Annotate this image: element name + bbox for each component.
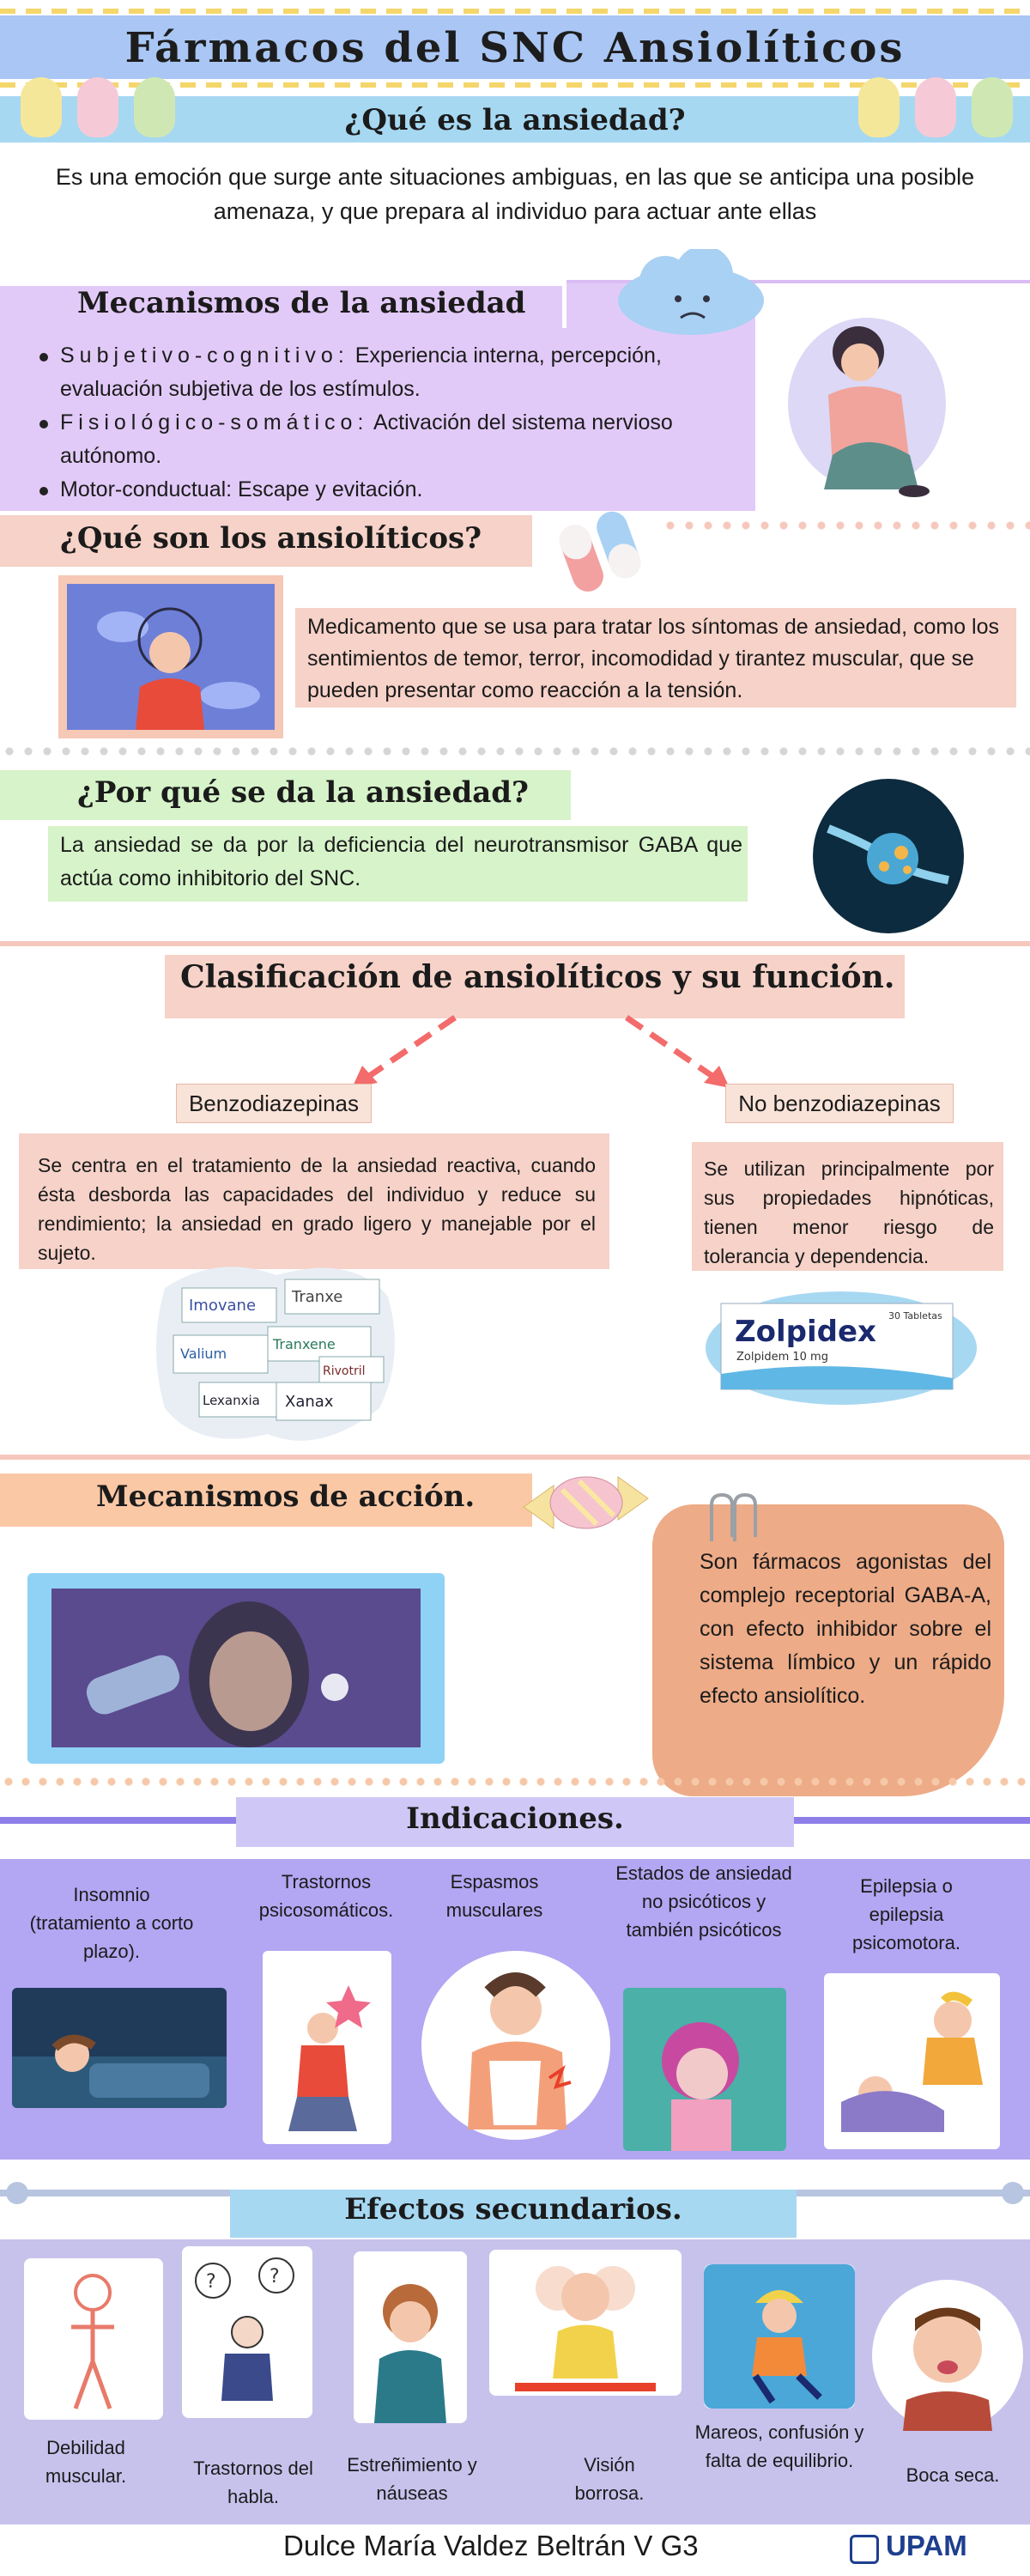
svg-text:?: ? [270, 2266, 280, 2287]
non-benzodiazepines-label: No benzodiazepinas [725, 1084, 954, 1123]
side-effect-label: Estreñimiento y náuseas [347, 2454, 477, 2504]
bunny-pink-icon-right [915, 77, 956, 137]
intro-text: Es una emoción que surge ante situaciones ambiguas, en las que se anticipa una posible amenaza, y que prepara al individuo para actuar ante ellas [55, 164, 975, 224]
tranxe-box-text: Tranxe [292, 1288, 343, 1306]
zolpidex-box-image [704, 1288, 978, 1408]
side-effect-label: Boca seca. [906, 2464, 1000, 2486]
dizziness-confusion-icon [704, 2264, 855, 2409]
candy-icon [515, 1464, 657, 1541]
mechanism-desc: Activación del sistema nervioso autónomo. [60, 410, 673, 468]
indication-label: Insomnio (tratamiento a corto plazo). [29, 1884, 194, 1962]
mechanisms-title: Mecanismos de la ansiedad [77, 286, 526, 320]
speech-disorder-icon [182, 2246, 312, 2418]
benzodiazepines-text: Se centra en el tratamiento de la ansiedad reactiva, cuando ésta desborda las capacidades del individuo y reduce su rendimiento; la ansiedad en grado ligero y manejable por el sujeto. [38, 1154, 596, 1264]
epilepsy-seizure-icon [824, 1973, 1000, 2149]
what-are-title: ¿Qué son los ansiolíticos? [60, 521, 482, 556]
bunny-pink-icon [77, 77, 118, 137]
benzodiazepines-label: Benzodiazepinas [176, 1084, 372, 1123]
page-title: Fármacos del SNC Ansiolíticos [124, 24, 906, 72]
mechanism-desc: Motor-conductual: Escape y evitación. [60, 477, 423, 501]
mechanism-desc: Experiencia interna, percepción, evaluación subjetiva de los estímulos. [60, 343, 662, 401]
dry-mouth-icon [872, 2280, 1023, 2431]
indication-label: Estados de ansiedad no psicóticos y también psicóticos [615, 1862, 792, 1941]
side-effect-label: Trastornos del habla. [193, 2458, 313, 2507]
stressed-person-icon [58, 575, 283, 738]
author-credit: Dulce María Valdez Beltrán V G3 [283, 2530, 699, 2561]
indication-label: Espasmos musculares [445, 1871, 543, 1921]
action-text: Son fármacos agonistas del complejo receptorial GABA-A, con efecto inhibidor sobre el sistema límbico y un rápido efecto ansiolítico. [700, 1550, 991, 1708]
mechanism-term: Fisiológico-somático: [60, 410, 369, 434]
zolpidex-dose-text: Zolpidem 10 mg [736, 1351, 828, 1364]
neuron-synapse-icon [811, 777, 966, 936]
bunny-green-icon [134, 77, 175, 137]
tranxene-box-text: Tranxene [273, 1336, 336, 1352]
indication-label: Trastornos psicosomáticos. [258, 1871, 394, 1921]
side-effect-label: Visión borrosa. [574, 2454, 645, 2504]
dotted-divider-gray [0, 745, 1030, 757]
action-title: Mecanismos de acción. [96, 1479, 476, 1514]
mechanism-item [34, 406, 755, 473]
non-benzodiazepines-text: Se utilizan principalmente por sus propiedades hipnóticas, tienen menor riesgo de tolerancia y dependencia. [704, 1157, 994, 1267]
bunny-yellow-icon-right [858, 77, 900, 137]
benzodiazepine-boxes-image [148, 1254, 405, 1451]
upam-logo-text: UPAM [886, 2530, 967, 2561]
blurred-vision-icon [489, 2250, 682, 2396]
dotted-divider [661, 520, 1030, 531]
why-text: La ansiedad se da por la deficiencia del neurotransmisor GABA que actúa como inhibitorio del SNC. [60, 833, 742, 890]
side-effect-label: Debilidad muscular. [45, 2437, 127, 2487]
valium-box-text: Valium [180, 1346, 227, 1362]
zolpidex-count-text: 30 Tabletas [888, 1310, 942, 1321]
classification-title: Clasificación de ansiolíticos y su función. [180, 959, 895, 995]
zolpidex-brand-text: Zolpidex [735, 1315, 876, 1349]
bunny-yellow-icon [21, 77, 62, 137]
question-anxiety-heading: ¿Qué es la ansiedad? [344, 103, 686, 137]
anxious-woman-icon [781, 301, 953, 498]
muscle-spasm-icon [421, 1949, 611, 2142]
svg-text:?: ? [206, 2271, 216, 2293]
section-divider [0, 1455, 1030, 1460]
sad-cloud-icon [614, 249, 768, 343]
indication-label: Epilepsia o epilepsia psicomotora. [852, 1875, 960, 1953]
upam-logo-icon [850, 2535, 879, 2564]
bunny-green-icon-right [972, 77, 1013, 137]
paperclip-icon [699, 1490, 767, 1550]
what-are-text: Medicamento que se usa para tratar los síntomas de ansiedad, como los sentimientos de temor, terror, incomodidad y tirantez muscular, que se pueden presentar como reacción a la tensión. [307, 615, 999, 702]
psychosomatic-disorder-icon [263, 1951, 391, 2144]
constipation-nausea-icon [354, 2251, 467, 2423]
capsule-pill-icon [549, 500, 652, 603]
mechanism-item [34, 339, 755, 406]
imovane-box-text: Imovane [189, 1297, 257, 1315]
classification-arrows-icon [343, 1009, 755, 1099]
mechanism-term: Subjetivo-cognitivo: [60, 343, 349, 368]
side-effects-title: Efectos secundarios. [344, 2192, 682, 2227]
lexanxia-box-text: Lexanxia [203, 1393, 260, 1408]
indications-title: Indicaciones. [406, 1801, 624, 1836]
anxiety-illustration-frame [58, 575, 283, 738]
person-with-pills-image [52, 1589, 421, 1747]
mechanisms-list [34, 339, 755, 507]
muscle-weakness-icon [24, 2258, 163, 2420]
top-dash-divider [0, 9, 1030, 14]
xanax-box-text: Xanax [285, 1393, 334, 1411]
why-title: ¿Por qué se da la ansiedad? [77, 775, 529, 810]
section-divider [0, 941, 1030, 946]
side-effect-label: Mareos, confusión y falta de equilibrio. [694, 2421, 864, 2471]
rivotril-box-text: Rivotril [323, 1364, 366, 1378]
dotted-divider-orange [0, 1776, 1030, 1788]
insomnia-sleeping-icon [12, 1988, 227, 2108]
anxiety-states-icon [623, 1988, 786, 2151]
